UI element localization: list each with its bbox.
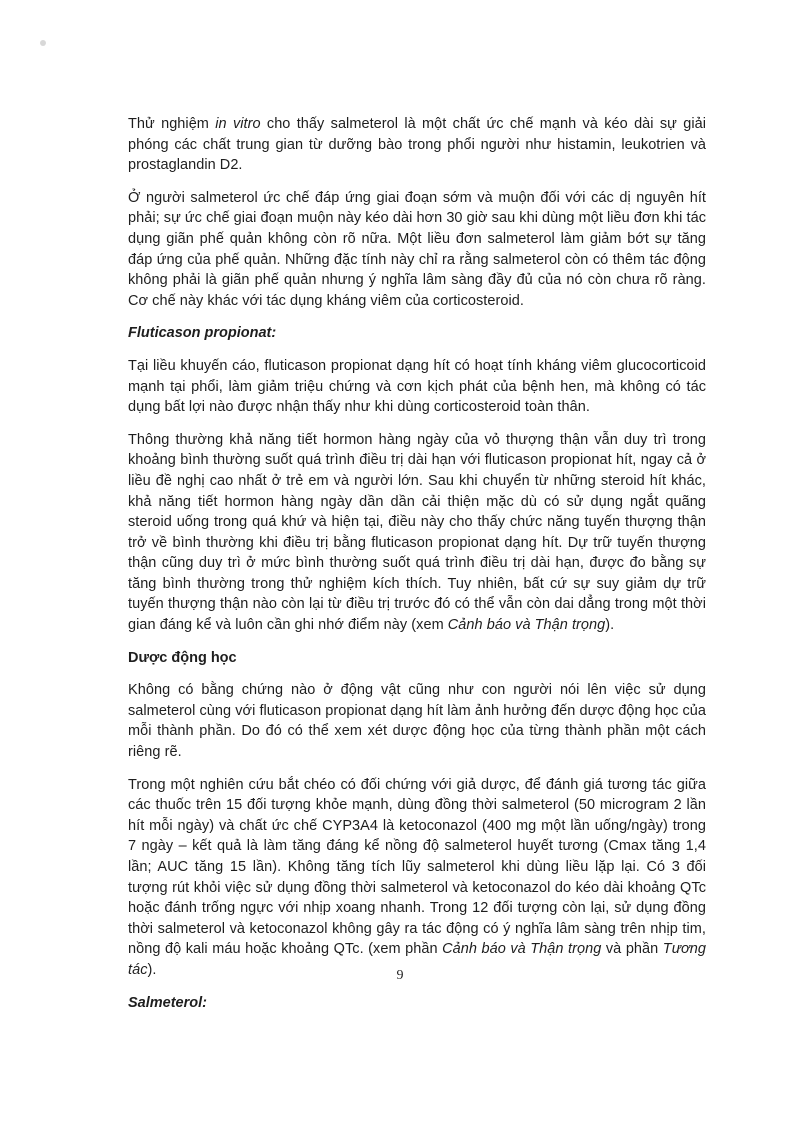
text-run: và phần: [601, 941, 663, 958]
italic-run: Cảnh báo và Thận trọng: [442, 941, 602, 958]
paragraph-pk-evidence: Không có bằng chứng nào ở động vật cũng như con người nói lên việc sử dụng salmeterol cùng với fluticason propionat dạng hít làm ảnh hưởng đến dược động học của mỗi thành phần. Do đó có thể xem xét dược động học của từng thành phần một cách riêng rẽ.: [128, 682, 706, 761]
italic-run: Tương tác: [128, 941, 706, 978]
paragraph-fluticason-dose: Tại liều khuyến cáo, fluticason propionat dạng hít có hoạt tính kháng viêm glucocorticoid mạnh tại phổi, làm giảm triệu chứng và cơn kịch phát của bệnh hen, mà không có tác dụng bất lợi nào được nhận thấy như khi dùng corticosteroid toàn thân.: [128, 357, 706, 416]
italic-run: in vitro: [215, 116, 261, 132]
paragraph-adrenal-function: [128, 430, 706, 636]
heading-pharmacokinetics: Dược động học: [128, 649, 237, 666]
italic-run: Cảnh báo và Thận trọng: [447, 617, 606, 634]
scan-artifact: [40, 40, 46, 46]
paragraph-ketoconazol-study: [128, 775, 706, 981]
paragraph-in-vitro: [128, 114, 706, 176]
document-body: [128, 114, 706, 1025]
text-run: Thông thường khả năng tiết hormon hàng ngày của vỏ thượng thận vẫn duy trì trong khoảng bình thường suốt quá trình điều trị dài hạn với fluticason propionat hít, ngay cả ở liều đề nghị cao nhất ở trẻ em và người lớn. Sau khi chuyển từ những steroid hít khác, khả năng tiết hormon hàng ngày dần dần cải thiện mặc dù có sử dụng ngắt quãng steroid uống trong quá khứ và hiện tại, điều này cho thấy chức năng tuyến thượng thận trở về bình thường khi điều trị bằng fluticason propionat dạng hít. Dự trữ tuyến thượng thận cũng duy trì ở mức bình thường suốt quá trình điều trị dài hạn, được đo bằng sự tăng bình thường trong thử nghiệm kích thích. Tuy nhiên, bất cứ sự suy giảm dự trữ tuyến thượng thận nào còn lại từ điều trị trước đó có thể vẫn còn dai dẳng trong một thời gian đáng kể và luôn cần ghi nhớ điểm này (xem: [128, 431, 706, 634]
text-run: cho thấy salmeterol là một chất ức chế mạnh và kéo dài sự giải phóng các chất trung gian từ dưỡng bào trong phổi người như histamin, leukotrien và prostaglandin D2.: [128, 116, 707, 174]
paragraph-salmeterol-inhibition: Ở người salmeterol ức chế đáp ứng giai đoạn sớm và muộn đối với các dị nguyên hít phải; sự ức chế giai đoạn muộn này kéo dài hơn 30 giờ sau khi dùng một liều đơn khi tác dụng giãn phế quản không còn rõ nữa. Một liều đơn salmeterol làm giảm bớt sự tăng đáp ứng của phế quản. Những đặc tính này chỉ ra rằng salmeterol còn có thêm tác động không phải là giãn phế quản nhưng ý nghĩa lâm sàng đầy đủ của nó còn chưa rõ ràng. Cơ chế này khác với tác dụng kháng viêm của corticosteroid.: [128, 189, 706, 309]
heading-salmeterol: Salmeterol:: [128, 994, 207, 1011]
text-run: ).: [605, 617, 615, 634]
text-run: ).: [147, 961, 157, 978]
heading-fluticason: Fluticason propionat:: [128, 325, 277, 342]
page-number: 9: [396, 968, 404, 983]
text-run: Thử nghiệm: [128, 116, 216, 132]
text-run: Trong một nghiên cứu bắt chéo có đối chứng với giả dược, để đánh giá tương tác giữa các thuốc trên 15 đối tượng khỏe mạnh, dùng đồng thời salmeterol (50 microgram 2 lần hít mỗi ngày) và chất ức chế CYP3A4 là ketoconazol (400 mg một lần uống/ngày) trong 7 ngày – kết quả là làm tăng đáng kể nồng độ salmeterol huyết tương (Cmax tăng 1,4 lần; AUC tăng 15 lần). Không tăng tích lũy salmeterol khi dùng liều lặp lại. Có 3 đối tượng rút khỏi việc sử dụng đồng thời salmeterol và ketoconazol do kéo dài khoảng QTc hoặc đánh trống ngực với nhịp xoang nhanh. Trong 12 đối tượng còn lại, sử dụng đồng thời salmeterol và ketoconazol không gây ra tác động có ý nghĩa lâm sàng trên nhịp tim, nồng độ kali máu hoặc khoảng QTc. (xem phần: [128, 776, 706, 958]
